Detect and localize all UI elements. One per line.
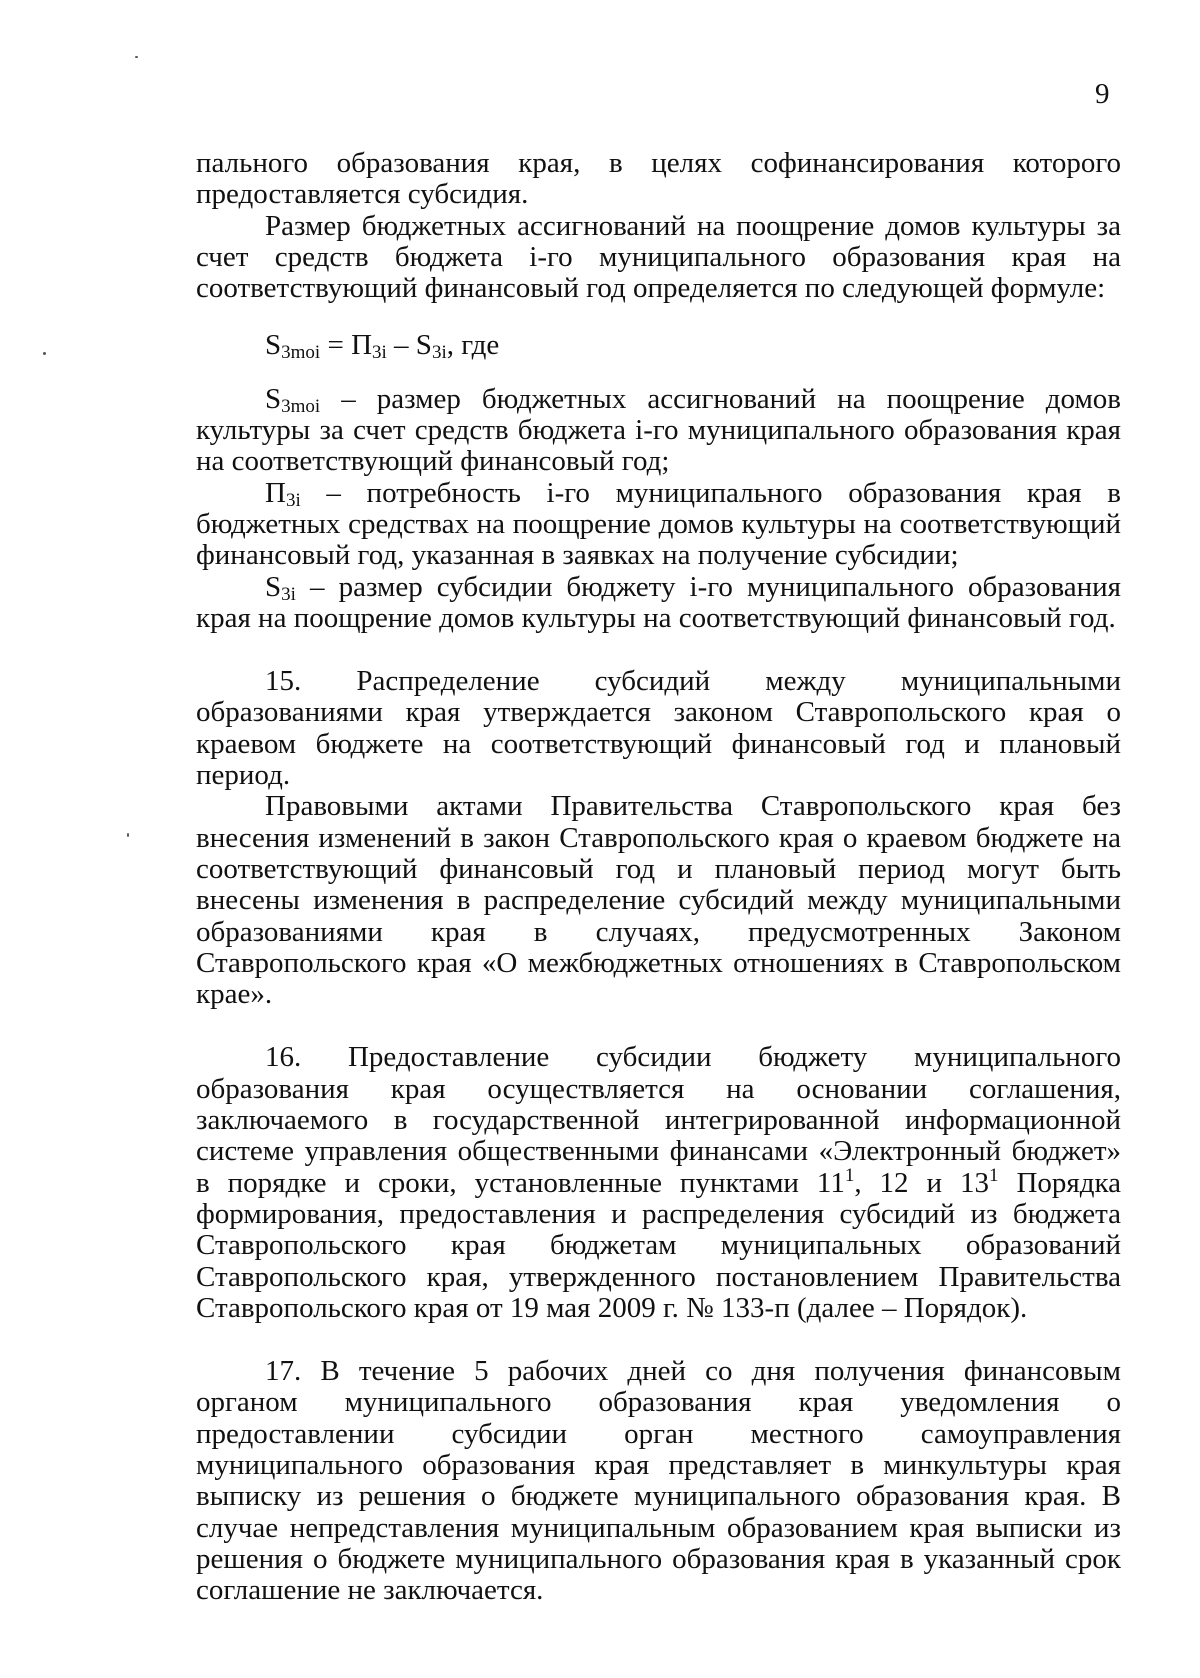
formula-subscript: 3i: [431, 342, 447, 364]
definition-s3i: [196, 572, 1121, 635]
formula-symbol-s: S: [265, 329, 282, 362]
page-number: 9: [1095, 78, 1110, 110]
definition-p3i: [196, 478, 1121, 572]
section-15: 15. Распределение субсидий между муниципальными образованиями края утверждается законом Ставропольского края о краевом бюджете на соответствующий финансовый год и плановый период.: [196, 665, 1121, 792]
definition-symbol: S: [265, 570, 282, 603]
section-15-legal-acts: Правовыми актами Правительства Ставропольского края без внесения изменений в закон Ставропольского края о краевом бюджете на соответствующий финансовый год и плановый период могут быть внесены изменения в распределение субсидий между муниципальными образованиями края в случаях, предусмотренных Законом Ставропольского края «О межбюджетных отношениях в Ставропольском крае».: [196, 790, 1121, 1011]
section-16-text: , 12 и 13: [854, 1166, 989, 1199]
superscript: 1: [844, 1164, 855, 1186]
definition-s3moi: [196, 384, 1121, 478]
superscript: 1: [988, 1164, 999, 1186]
section-16: [196, 1042, 1121, 1324]
definition-text: – потребность i-го муниципального образования края в бюджетных средствах на поощрение домов культуры на соответствующий финансовый год, указанная в заявках на получение субсидии;: [196, 476, 1121, 572]
formula-subscript: 3moi: [281, 342, 321, 364]
formula-equals: =: [320, 329, 352, 362]
definition-text: – размер субсидии бюджету i-го муниципального образования края на поощрение домов культуры на соответствующий финансовый год.: [196, 570, 1121, 634]
section-17: 17. В течение 5 рабочих дней со дня получения финансовым органом муниципального образования края уведомления о предоставлении субсидии орган местного самоуправления муниципального образования края представляет в минкультуры края выписку из решения о бюджете муниципального образования края. В случае непредставления муниципальным образованием края выписки из решения о бюджете муниципального образования края в указанный срок соглашение не заключается.: [196, 1355, 1121, 1607]
scan-speck: [127, 833, 129, 837]
definition-subscript: 3moi: [281, 395, 321, 417]
definition-subscript: 3i: [281, 583, 296, 605]
document-body: [196, 148, 1121, 1606]
formula-symbol-p: П: [351, 329, 373, 362]
formula-subscript: 3i: [372, 342, 387, 364]
scan-speck: [135, 56, 138, 58]
definition-subscript: 3i: [285, 489, 301, 511]
definition-symbol: П: [265, 476, 286, 509]
section-16-text: Порядка формирования, предоставления и распределения субсидий из бюджета Ставропольского края бюджетам муниципальных образований Ставропольского края, утвержденного постановлением Правительства Ставропольского края от 19 мая 2009 г. № 133-п (далее – Порядок).: [196, 1166, 1122, 1324]
definition-text: – размер бюджетных ассигнований на поощрение домов культуры за счет средств бюджета i-го муниципального образования края на соответствующий финансовый год;: [196, 382, 1121, 478]
formula: [196, 329, 1121, 364]
paragraph-budget-size: Размер бюджетных ассигнований на поощрение домов культуры за счет средств бюджета i-го муниципального образования края на соответствующий финансовый год определяется по следующей формуле:: [196, 209, 1121, 305]
section-16-text: 16. Предоставление субсидии бюджету муниципального образования края осуществляется на основании соглашения, заключаемого в государственной интегрированной информационной системе управления общественными финансами «Электронный бюджет» в порядке и сроки, установленные пунктами 11: [196, 1041, 1121, 1199]
paragraph-continuation: пального образования края, в целях софинансирования которого предоставляется субсидия.: [196, 147, 1121, 211]
definition-symbol: S: [265, 382, 282, 415]
formula-tail: , где: [446, 329, 500, 362]
scan-speck: [43, 352, 46, 355]
formula-symbol-s: S: [415, 329, 432, 362]
formula-minus: –: [386, 329, 416, 362]
